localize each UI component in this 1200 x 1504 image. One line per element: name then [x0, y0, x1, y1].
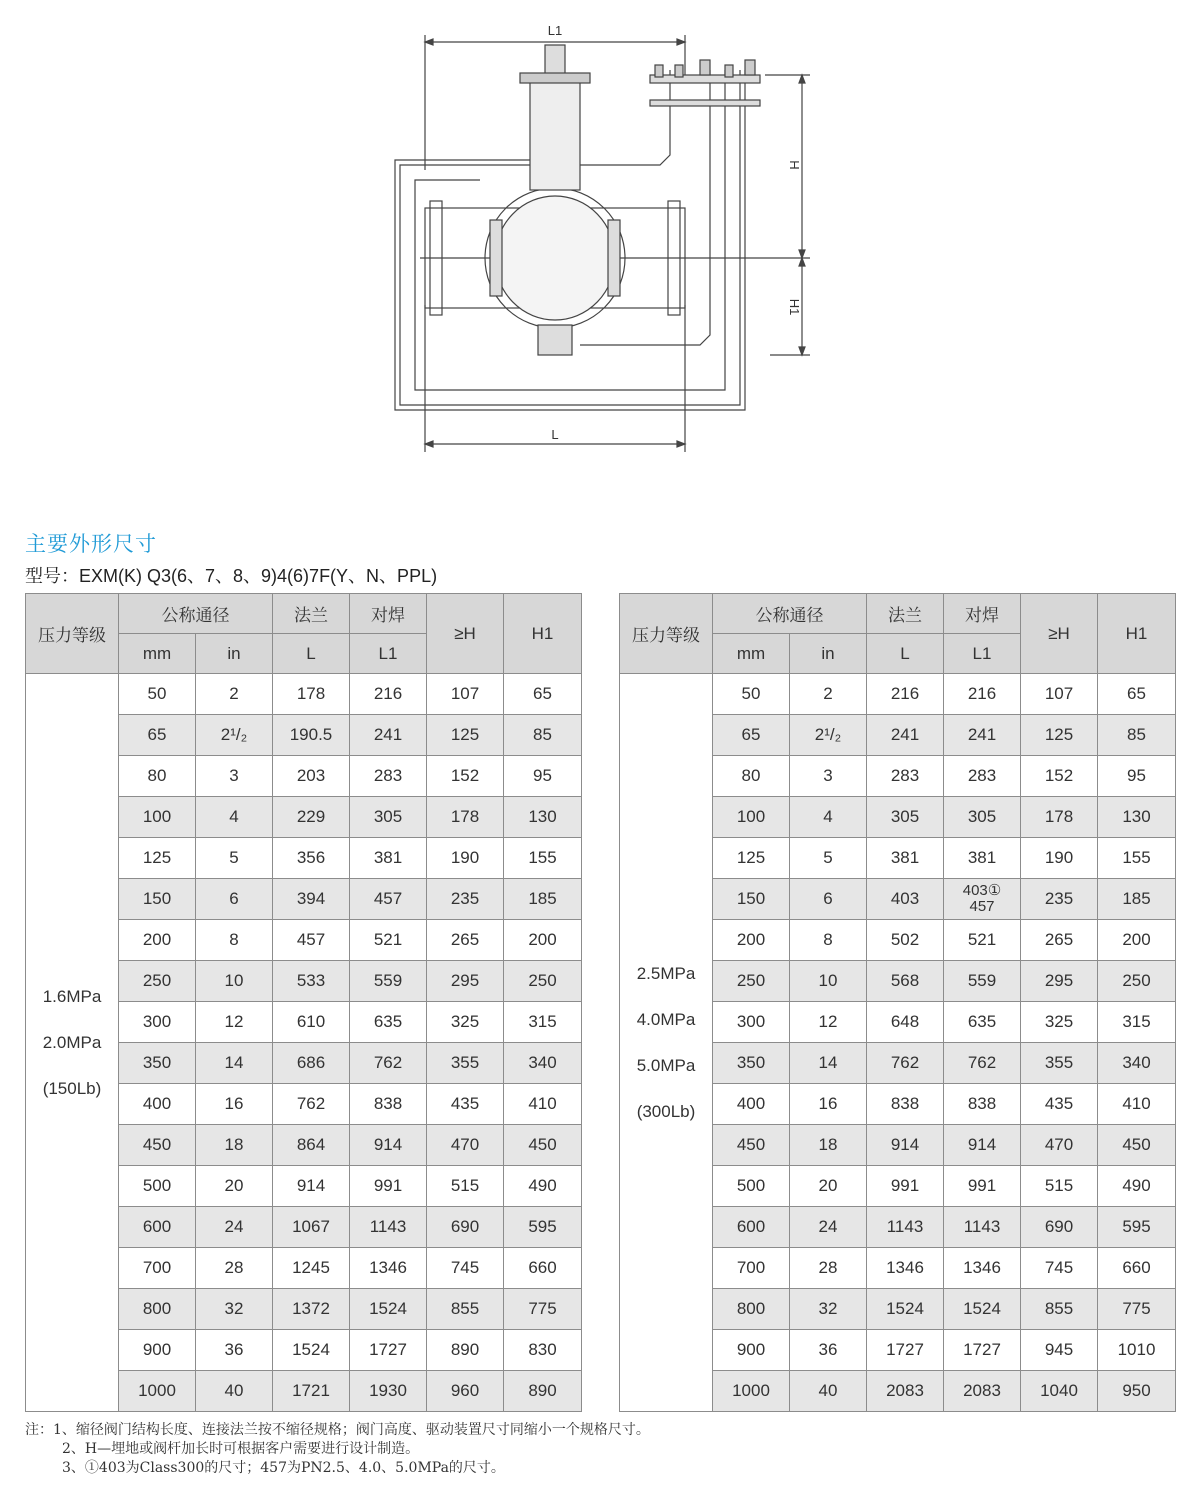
cell-in: 6: [790, 879, 867, 920]
cell-h: 107: [427, 674, 504, 715]
cell-mm: 800: [713, 1289, 790, 1330]
cell-in: 8: [196, 920, 273, 961]
cell-l1: 635: [944, 1002, 1021, 1043]
cell-mm: 400: [119, 1084, 196, 1125]
cell-mm: 100: [119, 797, 196, 838]
pressure-value: 2.0MPa: [42, 1032, 102, 1052]
section-title: 主要外形尺寸: [25, 533, 157, 556]
cell-l: 241: [867, 715, 944, 756]
cell-l1: 1930: [350, 1371, 427, 1412]
cell-in: 28: [790, 1248, 867, 1289]
cell-in: 10: [196, 961, 273, 1002]
cell-l1: 762: [350, 1043, 427, 1084]
cell-l1: 838: [944, 1084, 1021, 1125]
cell-h1: 185: [504, 879, 582, 920]
pressure-class-cell: [26, 674, 119, 1412]
cell-l: 1067: [273, 1207, 350, 1248]
cell-h: 690: [1021, 1207, 1098, 1248]
cell-l1-class300: 403①: [962, 882, 1002, 899]
cell-in: 32: [196, 1289, 273, 1330]
cell-h: 945: [1021, 1330, 1098, 1371]
cell-in: 32: [790, 1289, 867, 1330]
cell-h: 178: [1021, 797, 1098, 838]
header-in: in: [196, 634, 273, 674]
header-l1: L1: [350, 634, 427, 674]
cell-h1: 85: [1098, 715, 1176, 756]
cell-mm: 300: [713, 1002, 790, 1043]
cell-l: 686: [273, 1043, 350, 1084]
cell-h1: 890: [504, 1371, 582, 1412]
cell-l1: 635: [350, 1002, 427, 1043]
cell-in: 36: [790, 1330, 867, 1371]
cell-l1: [944, 879, 1021, 920]
cell-in: 8: [790, 920, 867, 961]
cell-mm: 450: [713, 1125, 790, 1166]
cell-l1: 991: [944, 1166, 1021, 1207]
cell-in: 2: [196, 674, 273, 715]
cell-l1: 1727: [350, 1330, 427, 1371]
cell-in: 12: [790, 1002, 867, 1043]
cell-l1: 559: [350, 961, 427, 1002]
cell-l: 381: [867, 838, 944, 879]
cell-l: 864: [273, 1125, 350, 1166]
cell-l1: 838: [350, 1084, 427, 1125]
cell-h: 235: [1021, 879, 1098, 920]
cell-mm: 250: [119, 961, 196, 1002]
cell-h: 1040: [1021, 1371, 1098, 1412]
header-butt-weld: 对焊: [350, 594, 427, 634]
cell-h1: 250: [504, 961, 582, 1002]
cell-h1: 340: [1098, 1043, 1176, 1084]
cell-h1: 95: [504, 756, 582, 797]
cell-l1: 216: [944, 674, 1021, 715]
cell-l: 762: [273, 1084, 350, 1125]
cell-l: 991: [867, 1166, 944, 1207]
cell-h: 125: [427, 715, 504, 756]
cell-mm: 700: [119, 1248, 196, 1289]
cell-mm: 200: [119, 920, 196, 961]
cell-l: 305: [867, 797, 944, 838]
cell-in: 4: [196, 797, 273, 838]
cell-h1: 65: [504, 674, 582, 715]
cell-h1: 450: [504, 1125, 582, 1166]
cell-h1: 65: [1098, 674, 1176, 715]
cell-mm: 150: [713, 879, 790, 920]
cell-h: 107: [1021, 674, 1098, 715]
cell-mm: 700: [713, 1248, 790, 1289]
cell-mm: 50: [713, 674, 790, 715]
cell-h1: 490: [504, 1166, 582, 1207]
cell-h: 265: [1021, 920, 1098, 961]
cell-h: 190: [427, 838, 504, 879]
cell-mm: 350: [713, 1043, 790, 1084]
cell-mm: 80: [119, 756, 196, 797]
valve-drawing: [370, 15, 830, 465]
cell-l1: 381: [944, 838, 1021, 879]
dim-label-l: L: [551, 427, 559, 442]
note-3: 3、①403为Class300的尺寸；457为PN2.5、4.0、5.0MPa的尺寸。: [62, 1460, 505, 1476]
dimension-table-150lb: [25, 593, 582, 1412]
pressure-value: (150Lb): [42, 1078, 102, 1098]
cell-mm: 50: [119, 674, 196, 715]
cell-in: 3: [196, 756, 273, 797]
cell-l: 283: [867, 756, 944, 797]
cell-h1: 155: [1098, 838, 1176, 879]
cell-l: 533: [273, 961, 350, 1002]
cell-in: 10: [790, 961, 867, 1002]
pressure-value: 5.0MPa: [636, 1055, 696, 1075]
cell-h: 435: [427, 1084, 504, 1125]
cell-mm: 800: [119, 1289, 196, 1330]
cell-l: 457: [273, 920, 350, 961]
cell-l: 914: [867, 1125, 944, 1166]
cell-h: 152: [427, 756, 504, 797]
cell-l: 203: [273, 756, 350, 797]
cell-h1: 315: [504, 1002, 582, 1043]
cell-l1: 1524: [944, 1289, 1021, 1330]
cell-h1: 200: [504, 920, 582, 961]
header-l1: L1: [944, 634, 1021, 674]
cell-h: 178: [427, 797, 504, 838]
cell-l: 2083: [867, 1371, 944, 1412]
cell-in: 24: [790, 1207, 867, 1248]
cell-in: 18: [790, 1125, 867, 1166]
dim-label-h: H: [787, 160, 802, 170]
cell-l: 1143: [867, 1207, 944, 1248]
cell-h: 515: [1021, 1166, 1098, 1207]
cell-l1: 241: [350, 715, 427, 756]
cell-l1: 521: [944, 920, 1021, 961]
cell-l: 648: [867, 1002, 944, 1043]
cell-h: 855: [427, 1289, 504, 1330]
cell-in: 5: [790, 838, 867, 879]
cell-h1: 450: [1098, 1125, 1176, 1166]
cell-h1: 490: [1098, 1166, 1176, 1207]
cell-l: 190.5: [273, 715, 350, 756]
cell-mm: 500: [713, 1166, 790, 1207]
cell-h1: 595: [504, 1207, 582, 1248]
cell-h1: 410: [504, 1084, 582, 1125]
cell-mm: 450: [119, 1125, 196, 1166]
cell-l1: 283: [350, 756, 427, 797]
cell-in: 16: [196, 1084, 273, 1125]
cell-in: 40: [790, 1371, 867, 1412]
cell-in: 4: [790, 797, 867, 838]
cell-in: 24: [196, 1207, 273, 1248]
cell-l: 229: [273, 797, 350, 838]
cell-h1: 410: [1098, 1084, 1176, 1125]
cell-l: 1727: [867, 1330, 944, 1371]
cell-h1: 595: [1098, 1207, 1176, 1248]
cell-l1: 1727: [944, 1330, 1021, 1371]
cell-in: 14: [196, 1043, 273, 1084]
header-mm: mm: [119, 634, 196, 674]
cell-mm: 600: [713, 1207, 790, 1248]
cell-mm: 100: [713, 797, 790, 838]
cell-l: 1524: [867, 1289, 944, 1330]
cell-l: 914: [273, 1166, 350, 1207]
cell-h1: 85: [504, 715, 582, 756]
cell-l1: 305: [350, 797, 427, 838]
cell-mm: 1000: [713, 1371, 790, 1412]
cell-l1: 305: [944, 797, 1021, 838]
cell-l: 502: [867, 920, 944, 961]
cell-l: 1721: [273, 1371, 350, 1412]
cell-l1: 283: [944, 756, 1021, 797]
cell-l1: 914: [944, 1125, 1021, 1166]
cell-l: 762: [867, 1043, 944, 1084]
cell-mm: 400: [713, 1084, 790, 1125]
note-2: 2、H—埋地或阀杆加长时可根据客户需要进行设计制造。: [62, 1441, 420, 1457]
cell-mm: 900: [713, 1330, 790, 1371]
header-mm: mm: [713, 634, 790, 674]
cell-h: 325: [427, 1002, 504, 1043]
cell-l: 838: [867, 1084, 944, 1125]
cell-h: 190: [1021, 838, 1098, 879]
cell-mm: 65: [119, 715, 196, 756]
header-pressure-class: 压力等级: [26, 594, 119, 674]
cell-h1: 155: [504, 838, 582, 879]
cell-h: 960: [427, 1371, 504, 1412]
cell-h1: 830: [504, 1330, 582, 1371]
cell-h1: 775: [504, 1289, 582, 1330]
cell-l: 568: [867, 961, 944, 1002]
header-flange: 法兰: [867, 594, 944, 634]
header-flange: 法兰: [273, 594, 350, 634]
cell-in: 40: [196, 1371, 273, 1412]
pressure-value: 2.5MPa: [636, 963, 696, 983]
cell-h1: 1010: [1098, 1330, 1176, 1371]
cell-l1: 2083: [944, 1371, 1021, 1412]
cell-h: 855: [1021, 1289, 1098, 1330]
cell-h: 470: [1021, 1125, 1098, 1166]
header-butt-weld: 对焊: [944, 594, 1021, 634]
cell-h: 235: [427, 879, 504, 920]
header-h1: H1: [1098, 594, 1176, 674]
cell-l1: 991: [350, 1166, 427, 1207]
cell-l1: 521: [350, 920, 427, 961]
cell-l1: 1346: [944, 1248, 1021, 1289]
cell-mm: 125: [713, 838, 790, 879]
note-1: 注：1、缩径阀门结构长度、连接法兰按不缩径规格；阀门高度、驱动装置尺寸同缩小一个规格尺寸。: [25, 1422, 650, 1438]
cell-mm: 350: [119, 1043, 196, 1084]
cell-mm: 65: [713, 715, 790, 756]
cell-mm: 600: [119, 1207, 196, 1248]
cell-h1: 95: [1098, 756, 1176, 797]
cell-h: 265: [427, 920, 504, 961]
cell-h1: 130: [504, 797, 582, 838]
cell-l1: 1346: [350, 1248, 427, 1289]
model-line: 型号：EXM(K) Q3(6、7、8、9)4(6)7F(Y、N、PPL): [25, 566, 438, 586]
cell-l: 1524: [273, 1330, 350, 1371]
cell-in: 12: [196, 1002, 273, 1043]
cell-mm: 1000: [119, 1371, 196, 1412]
header-h1: H1: [504, 594, 582, 674]
cell-h: 325: [1021, 1002, 1098, 1043]
header-pressure-class: 压力等级: [620, 594, 713, 674]
cell-h1: 660: [504, 1248, 582, 1289]
cell-h1: 200: [1098, 920, 1176, 961]
cell-in: 16: [790, 1084, 867, 1125]
pressure-value: (300Lb): [636, 1101, 696, 1121]
cell-h: 470: [427, 1125, 504, 1166]
cell-mm: 500: [119, 1166, 196, 1207]
cell-in: 18: [196, 1125, 273, 1166]
table-row: [26, 674, 582, 715]
cell-h: 355: [1021, 1043, 1098, 1084]
cell-l1: 762: [944, 1043, 1021, 1084]
cell-h: 690: [427, 1207, 504, 1248]
cell-h1: 250: [1098, 961, 1176, 1002]
cell-h: 890: [427, 1330, 504, 1371]
cell-l: 610: [273, 1002, 350, 1043]
notes: [25, 1421, 650, 1478]
cell-l1: 381: [350, 838, 427, 879]
cell-h: 515: [427, 1166, 504, 1207]
cell-h: 435: [1021, 1084, 1098, 1125]
header-h: ≥H: [427, 594, 504, 674]
cell-in: 2¹/₂: [196, 715, 273, 756]
cell-h: 125: [1021, 715, 1098, 756]
cell-l: 1372: [273, 1289, 350, 1330]
cell-h1: 660: [1098, 1248, 1176, 1289]
cell-l1: 559: [944, 961, 1021, 1002]
header-nominal-bore: 公称通径: [119, 594, 273, 634]
pressure-value: 1.6MPa: [42, 986, 102, 1006]
header-nominal-bore: 公称通径: [713, 594, 867, 634]
cell-h1: 130: [1098, 797, 1176, 838]
cell-in: 14: [790, 1043, 867, 1084]
cell-l: 394: [273, 879, 350, 920]
cell-mm: 125: [119, 838, 196, 879]
cell-in: 5: [196, 838, 273, 879]
cell-in: 20: [790, 1166, 867, 1207]
dimension-table-300lb: [619, 593, 1176, 1412]
cell-l: 1245: [273, 1248, 350, 1289]
cell-h1: 315: [1098, 1002, 1176, 1043]
header-l: L: [273, 634, 350, 674]
cell-mm: 80: [713, 756, 790, 797]
pressure-class-cell: [620, 674, 713, 1412]
cell-l1: 216: [350, 674, 427, 715]
cell-l: 356: [273, 838, 350, 879]
cell-in: 6: [196, 879, 273, 920]
cell-in: 2: [790, 674, 867, 715]
cell-l1: 1143: [944, 1207, 1021, 1248]
cell-in: 28: [196, 1248, 273, 1289]
dim-label-h1: H1: [787, 298, 802, 316]
cell-l1: 914: [350, 1125, 427, 1166]
cell-l: 403: [867, 879, 944, 920]
cell-h: 295: [1021, 961, 1098, 1002]
cell-h1: 775: [1098, 1289, 1176, 1330]
cell-l1: 1143: [350, 1207, 427, 1248]
cell-h: 745: [427, 1248, 504, 1289]
cell-l1: 1524: [350, 1289, 427, 1330]
cell-h: 355: [427, 1043, 504, 1084]
cell-in: 36: [196, 1330, 273, 1371]
cell-h: 745: [1021, 1248, 1098, 1289]
cell-h1: 185: [1098, 879, 1176, 920]
header-h: ≥H: [1021, 594, 1098, 674]
cell-l: 1346: [867, 1248, 944, 1289]
cell-in: 3: [790, 756, 867, 797]
cell-in: 20: [196, 1166, 273, 1207]
cell-l: 178: [273, 674, 350, 715]
cell-l1-pn: 457: [969, 898, 995, 915]
cell-l1: 457: [350, 879, 427, 920]
cell-h: 295: [427, 961, 504, 1002]
pressure-value: 4.0MPa: [636, 1009, 696, 1029]
cell-l: 216: [867, 674, 944, 715]
cell-h1: 950: [1098, 1371, 1176, 1412]
header-l: L: [867, 634, 944, 674]
dim-label-l1: L1: [547, 23, 563, 38]
cell-h1: 340: [504, 1043, 582, 1084]
cell-mm: 250: [713, 961, 790, 1002]
table-row: [620, 674, 1176, 715]
cell-h: 152: [1021, 756, 1098, 797]
cell-mm: 900: [119, 1330, 196, 1371]
cell-l1: 241: [944, 715, 1021, 756]
cell-mm: 300: [119, 1002, 196, 1043]
header-in: in: [790, 634, 867, 674]
cell-mm: 150: [119, 879, 196, 920]
cell-mm: 200: [713, 920, 790, 961]
cell-in: 2¹/₂: [790, 715, 867, 756]
